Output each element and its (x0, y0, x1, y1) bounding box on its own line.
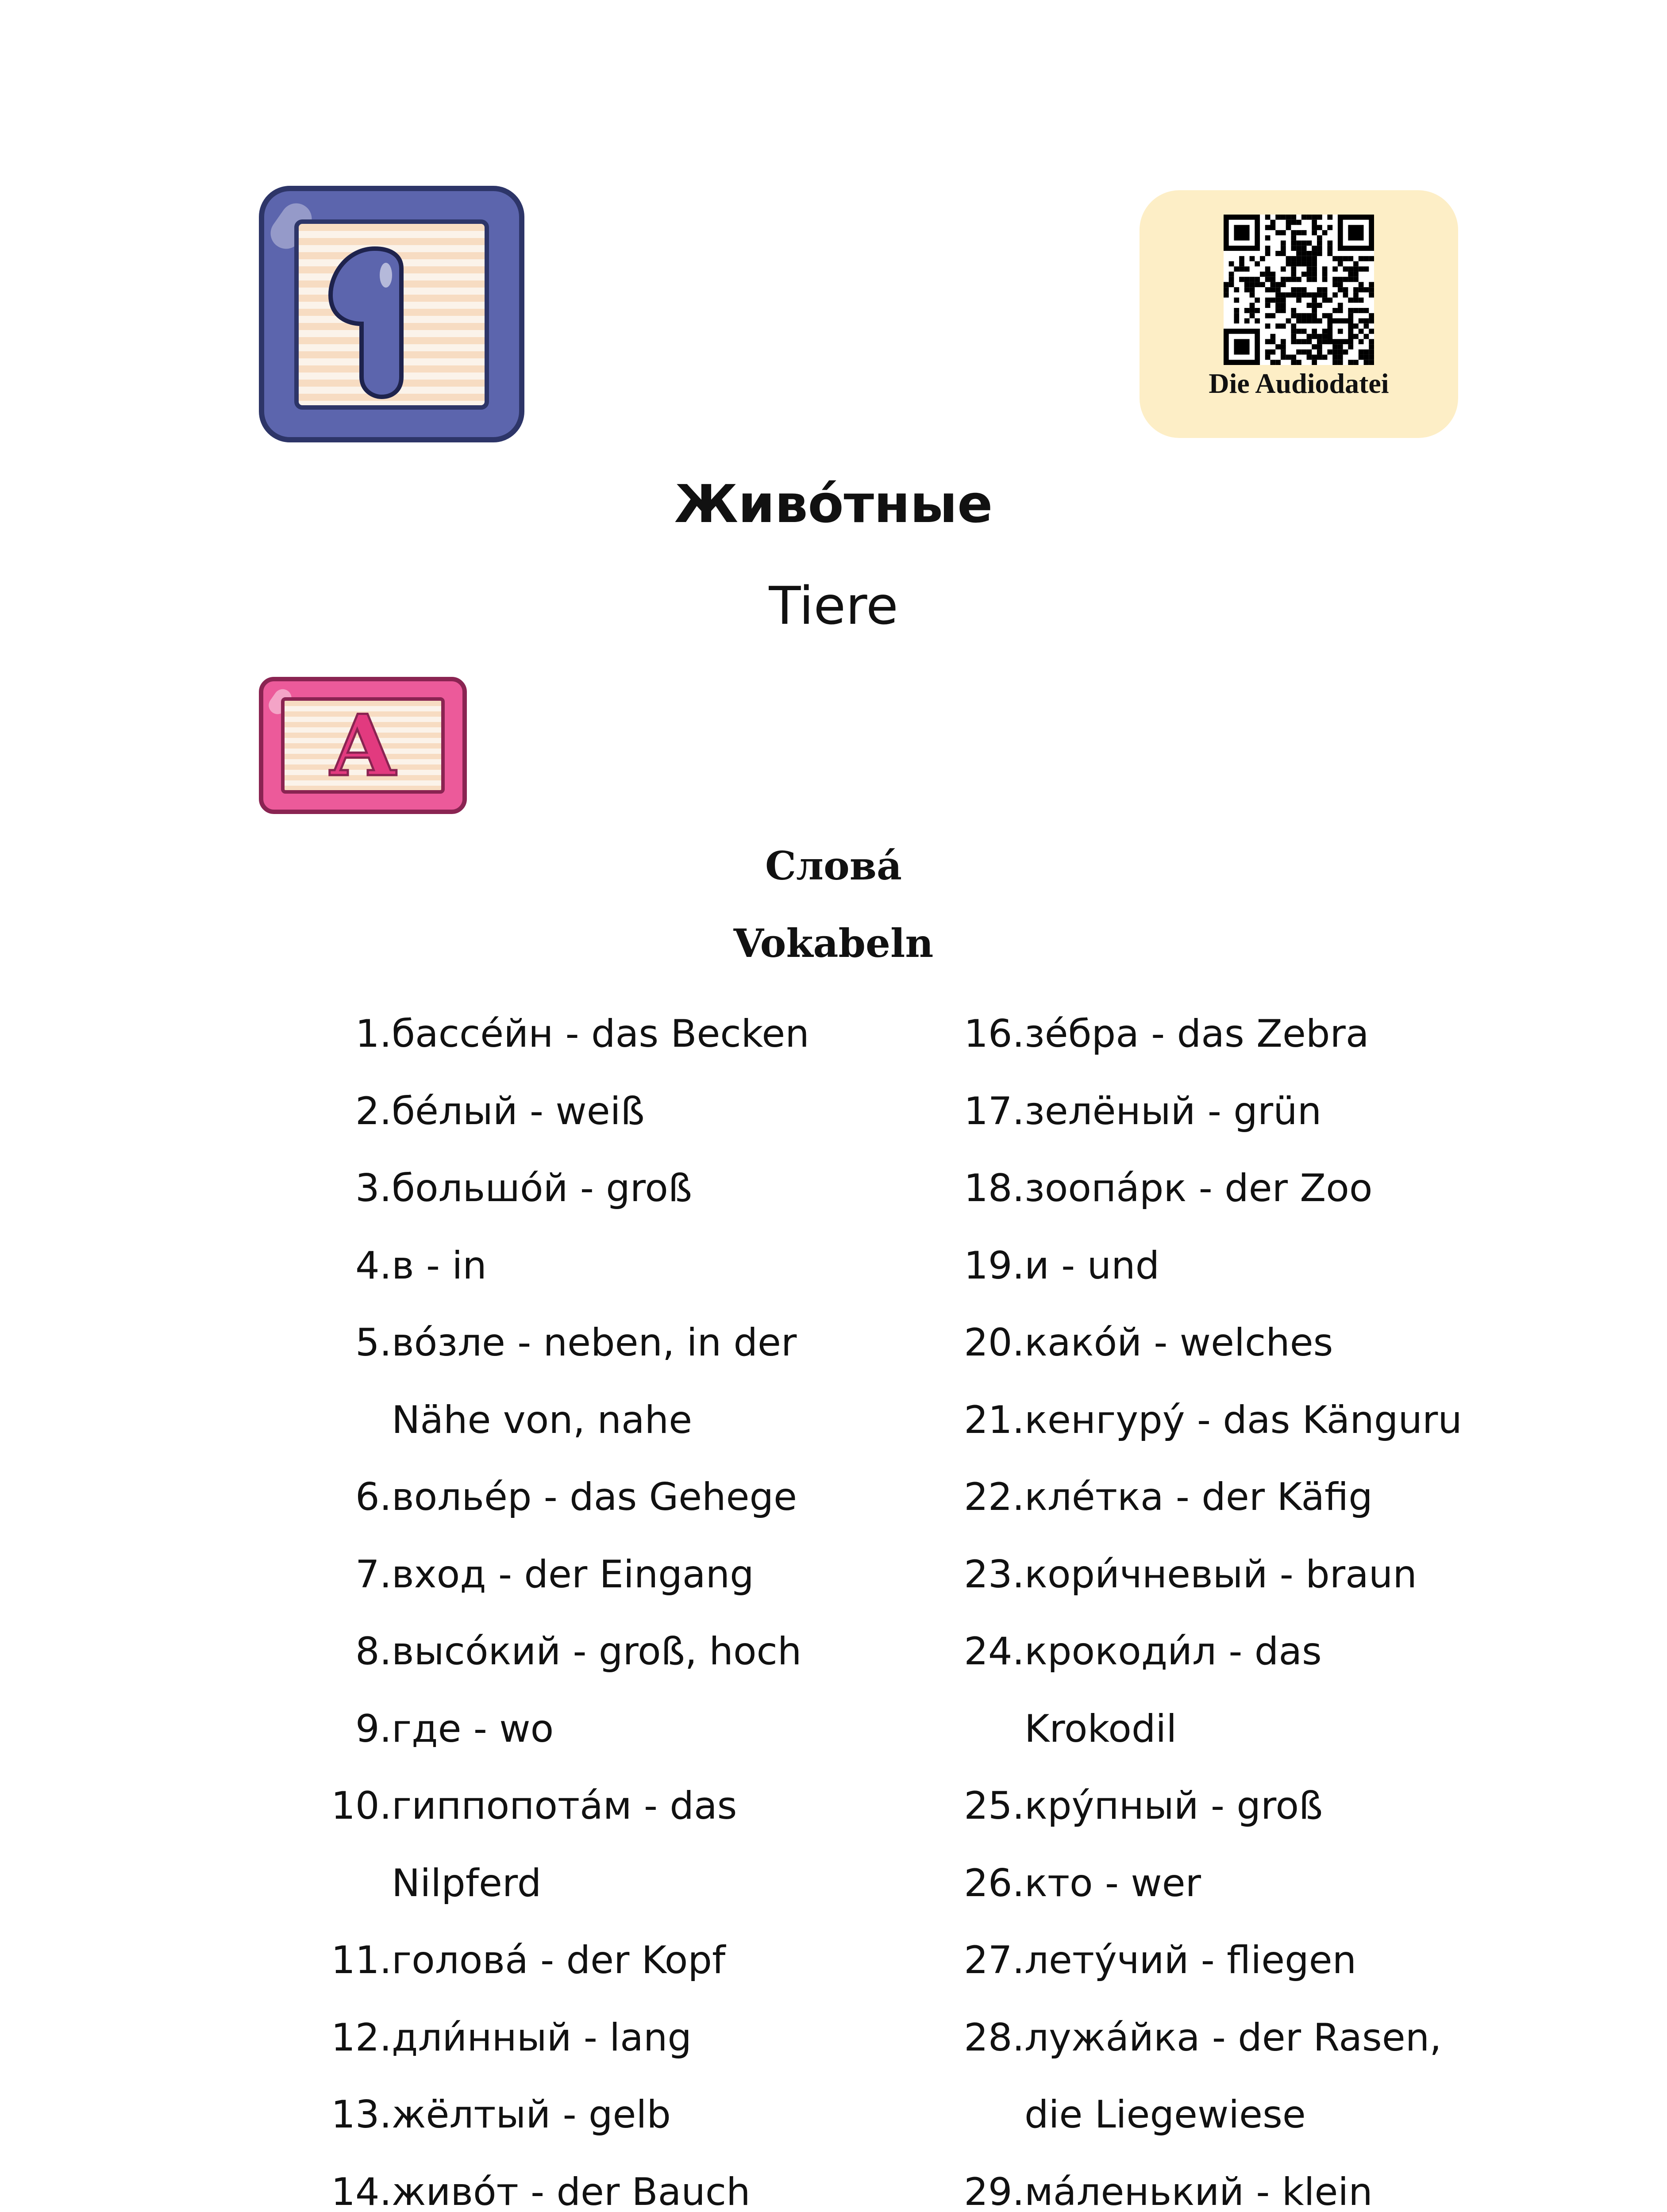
vocab-number: 19. (964, 1243, 1024, 1288)
vocab-number: 29. (964, 2170, 1024, 2212)
chapter-title-ru: Живо́тные (674, 473, 993, 534)
vocab-text: и - und (1024, 1243, 1160, 1288)
vocab-text: в - in (392, 1243, 487, 1288)
vocab-list-right (958, 995, 1462, 2212)
vocab-row (325, 995, 809, 1073)
svg-text:A: A (330, 696, 396, 795)
vocab-row (958, 2076, 1306, 2154)
vocab-number: 2. (355, 1089, 392, 1133)
vocab-row (958, 1613, 1322, 1690)
vocab-text: зе́бра - das Zebra (1024, 1012, 1369, 1056)
vocab-row (958, 1382, 1462, 1459)
section-letter-tile (259, 677, 467, 814)
chapter-number-tile (259, 186, 524, 442)
vocab-row (325, 1613, 802, 1690)
vocab-number: 13. (331, 2093, 392, 2137)
vocab-row (325, 1459, 797, 1536)
vocab-row (325, 1227, 487, 1305)
vocab-number: 6. (355, 1475, 392, 1519)
vocab-number: 24. (964, 1629, 1024, 1674)
vocab-number: 25. (964, 1784, 1024, 1828)
vocab-text: бассе́йн - das Becken (392, 1012, 809, 1056)
vocab-number: 11. (331, 1938, 392, 1982)
svg-text:1: 1 (264, 191, 265, 192)
vocab-row (325, 1845, 542, 1922)
vocab-row (958, 1536, 1417, 1613)
vocab-number: 20. (964, 1321, 1024, 1365)
vocab-number: 10. (331, 1784, 392, 1828)
vocab-text: зоопа́рк - der Zoo (1024, 1166, 1373, 1210)
chapter-title-de: Tiere (769, 575, 898, 636)
vocab-list-left (325, 995, 809, 2212)
vocab-text: высо́кий - groß, hoch (392, 1629, 802, 1674)
vocab-row (325, 2154, 751, 2212)
vocab-row (325, 1150, 693, 1227)
audio-label: Die Audiodatei (1209, 368, 1389, 399)
vocab-row (958, 1459, 1373, 1536)
audio-card[interactable] (1140, 190, 1458, 438)
vocab-text: волье́р - das Gehege (392, 1475, 797, 1519)
vocab-text: лету́чий - fliegen (1024, 1938, 1357, 1982)
vocab-row (958, 1767, 1323, 1845)
vocab-number: 3. (355, 1166, 392, 1210)
vocab-row (325, 1382, 693, 1459)
vocab-number: 16. (964, 1012, 1024, 1056)
vocab-number: 7. (355, 1552, 392, 1597)
vocab-row (325, 2076, 671, 2154)
vocab-number: 27. (964, 1938, 1024, 1982)
vocab-text: голова́ - der Kopf (392, 1938, 726, 1982)
vocab-row (325, 1922, 726, 1999)
vocab-row (325, 1536, 754, 1613)
vocab-text: Nilpferd (392, 1861, 542, 1905)
vocab-number: 5. (355, 1321, 392, 1365)
vocab-row (325, 1999, 692, 2077)
vocab-row (325, 1073, 645, 1150)
vocab-row (958, 1150, 1373, 1227)
vocab-number: 17. (964, 1089, 1024, 1133)
vocab-text: die Liegewiese (1024, 2093, 1306, 2137)
vocab-text: како́й - welches (1024, 1321, 1333, 1365)
vocab-text: крокоди́л - das (1024, 1629, 1322, 1674)
vocab-row (958, 1845, 1201, 1922)
vocab-row (958, 1922, 1357, 1999)
vocab-text: вход - der Eingang (392, 1552, 754, 1597)
vocab-text: кори́чневый - braun (1024, 1552, 1417, 1597)
vocab-text: бе́лый - weiß (392, 1089, 645, 1133)
vocab-text: зелёный - grün (1024, 1089, 1322, 1133)
vocab-row (958, 995, 1369, 1073)
section-letter-glyph (263, 681, 462, 810)
vocab-text: ма́ленький - klein (1024, 2170, 1373, 2212)
vocab-row (325, 1690, 554, 1768)
chapter-number-glyph (264, 191, 519, 437)
vocab-row (958, 1999, 1442, 2077)
vocab-row (325, 1767, 737, 1845)
vocab-number: 8. (355, 1629, 392, 1674)
vocab-number: 21. (964, 1398, 1024, 1442)
vocab-number: 23. (964, 1552, 1024, 1597)
vocab-row (958, 1690, 1177, 1768)
vocab-number: 4. (355, 1243, 392, 1288)
vocab-number: 22. (964, 1475, 1024, 1519)
vocab-number: 26. (964, 1861, 1024, 1905)
vocab-text: кенгуру́ - das Känguru (1024, 1398, 1462, 1442)
vocab-text: гиппопота́м - das (392, 1784, 737, 1828)
vocab-row (958, 1227, 1160, 1305)
vocab-row (958, 2154, 1373, 2212)
vocab-number: 1. (355, 1012, 392, 1056)
vocab-number: 12. (331, 2015, 392, 2060)
vocab-row (958, 1073, 1322, 1150)
vocab-text: где - wo (392, 1706, 554, 1751)
vocab-text: кру́пный - groß (1024, 1784, 1323, 1828)
vocab-text: кле́тка - der Käfig (1024, 1475, 1373, 1519)
vocab-number: 14. (331, 2170, 392, 2212)
vocab-number: 9. (355, 1706, 392, 1751)
vocab-heading-de: Vokabeln (733, 920, 934, 966)
vocab-text: большо́й - groß (392, 1166, 693, 1210)
vocab-text: кто - wer (1024, 1861, 1201, 1905)
vocab-text: жёлтый - gelb (392, 2093, 671, 2137)
vocab-text: живо́т - der Bauch (392, 2170, 751, 2212)
vocab-text: Nähe von, nahe (392, 1398, 693, 1442)
vocab-text: во́зле - neben, in der (392, 1321, 797, 1365)
vocab-text: Krokodil (1024, 1706, 1177, 1751)
qr-code-icon[interactable] (1224, 215, 1374, 365)
vocab-text: лужа́йка - der Rasen, (1024, 2015, 1442, 2060)
vocab-row (325, 1304, 797, 1382)
vocab-heading-ru: Слова́ (765, 843, 902, 889)
vocab-number: 18. (964, 1166, 1024, 1210)
vocab-number: 28. (964, 2015, 1024, 2060)
vocab-row (958, 1304, 1333, 1382)
vocab-text: дли́нный - lang (392, 2015, 692, 2060)
